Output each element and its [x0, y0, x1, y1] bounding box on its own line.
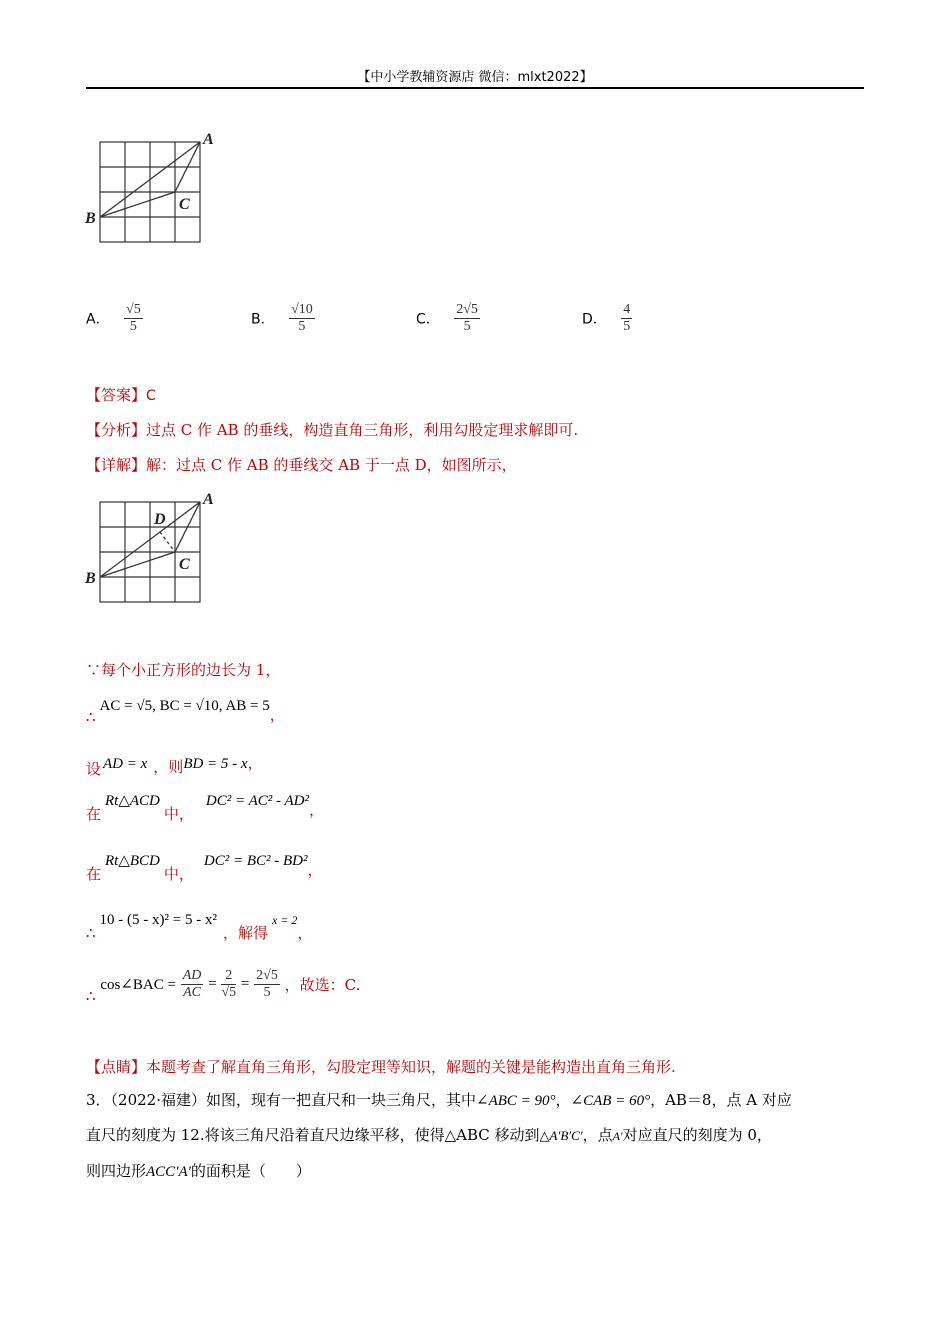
- solution-line-3: 设 AD = x ，则BD = 5 - x，: [86, 754, 263, 778]
- option-c[interactable]: C． $\frac{2√5}{5}$: [416, 302, 478, 334]
- label-a: A: [203, 131, 214, 148]
- solution-line-7: ∴ cos∠BAC = $\frac{AD}{AC}$ = $\frac{2}{√5}$ = $\frac{2√5}{5}$ ，故选：C.: [86, 968, 361, 1005]
- label-d: D: [154, 511, 166, 528]
- label-a: A: [203, 491, 214, 508]
- solution-line-4: 在Rt△ACD中，DC² = AC² - AD²，: [86, 793, 324, 823]
- remark-line: 【点睛】本题考查了解直角三角形，勾股定理等知识，解题的关键是能构造出直角三角形.: [86, 1058, 676, 1076]
- solution-line-1: ∵每个小正方形的边长为 1，: [86, 661, 281, 679]
- question-3-line-3: 则四边形ACC′A′的面积是（ ）: [86, 1162, 311, 1180]
- solution-line-5: 在Rt△BCD中，DC² = BC² - BD²，: [86, 853, 323, 883]
- option-a[interactable]: A． $\frac{√5}{5}$: [86, 302, 141, 334]
- question-3-line-1: 3．（2022·福建）如图，现有一把直尺和一块三角尺，其中∠ABC = 90°，∠CAB = 60°，AB＝8，点 A 对应: [86, 1091, 792, 1109]
- option-b[interactable]: B． $\frac{√10}{5}$: [251, 302, 313, 334]
- answer-line: 【答案】C: [86, 386, 156, 404]
- label-b: B: [85, 570, 96, 587]
- analysis-line: 【分析】过点 C 作 AB 的垂线，构造直角三角形，利用勾股定理求解即可.: [86, 421, 579, 439]
- option-d[interactable]: D． $\frac{4}{5}$: [582, 302, 631, 334]
- solution-line-2: ∴AC = √5, BC = √10, AB = 5，: [86, 698, 285, 726]
- header-rule: [86, 87, 864, 89]
- label-c: C: [179, 196, 190, 213]
- detail-line: 【详解】解：过点 C 作 AB 的垂线交 AB 于一点 D，如图所示，: [86, 456, 517, 474]
- page-header: 【中小学教辅资源店 微信：mlxt2022】: [357, 70, 593, 85]
- label-b: B: [85, 210, 96, 227]
- grid-figure-2: [84, 488, 224, 608]
- solution-line-6: ∴10 - (5 - x)² = 5 - x²，解得x = 2，: [86, 912, 313, 942]
- question-3-line-2: 直尺的刻度为 12.将该三角尺沿着直尺边缘平移，使得△ABC 移动到△A′B′C′，点A′对应直尺的刻度为 0，: [86, 1126, 772, 1144]
- grid-figure-1: [84, 128, 224, 248]
- label-c: C: [179, 556, 190, 573]
